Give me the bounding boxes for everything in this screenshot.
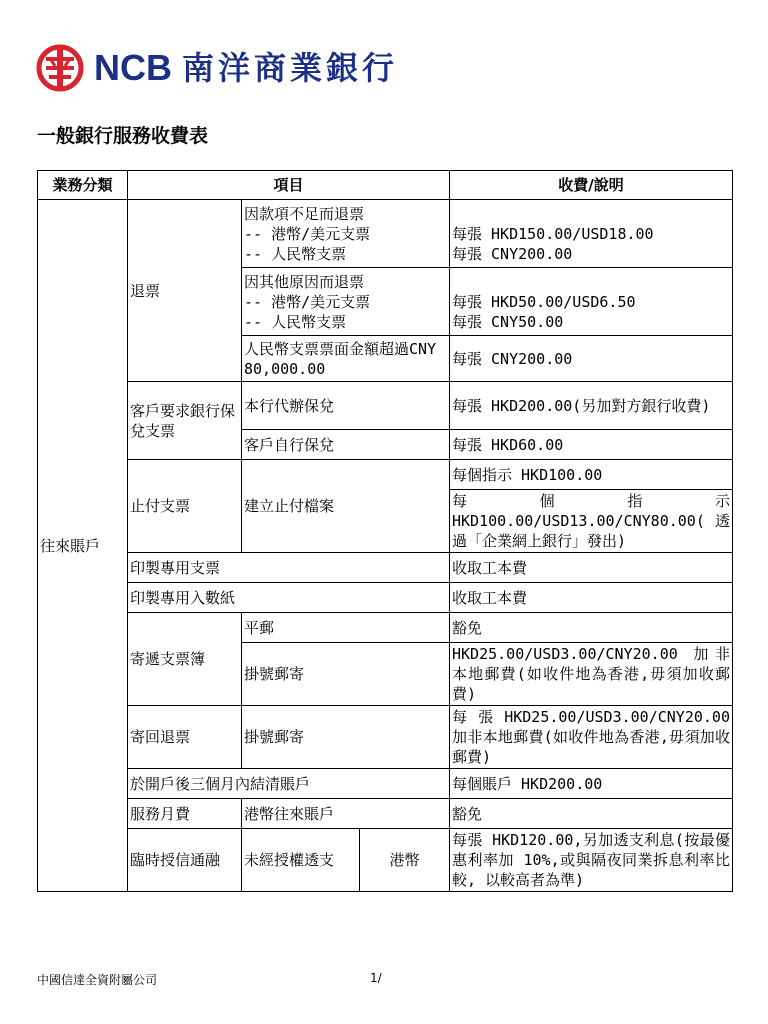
stop-item: 建立止付檔案: [242, 460, 450, 553]
overdraft-fee: 每張 HKD120.00,另加透支利息(按最優惠利率加 10%,或與隔夜同業拆息利率比較, 以較高者為準): [450, 829, 733, 892]
returned-label: 退票: [128, 200, 242, 382]
mail-book-a-fee: 豁免: [450, 613, 733, 643]
monthly-fee: 豁免: [450, 799, 733, 829]
print-slip-fee: 收取工本費: [450, 583, 733, 613]
fee-table: [37, 170, 733, 892]
brand-chinese: 南洋商業銀行: [182, 49, 399, 87]
print-cheque-label: 印製專用支票: [128, 553, 450, 583]
stop-a-fee: 每個指示 HKD100.00: [450, 460, 733, 490]
page-number: 1/: [370, 971, 382, 985]
table-row: [38, 382, 733, 430]
returned-b-fee: 每張 HKD50.00/USD6.50 每張 CNY50.00: [450, 268, 733, 336]
table-header-row: [38, 171, 733, 200]
returned-c-item: 人民幣支票票面金額超過CNY 80,000.00: [242, 336, 450, 382]
mail-return-fee: 每 張 HKD25.00/USD3.00/CNY20.00加非本地郵費(如收件地為香港,毋須加收郵費): [450, 706, 733, 769]
footer-company: 中國信達全資附屬公司: [37, 973, 158, 987]
mail-book-b-item: 掛號郵寄: [242, 643, 450, 706]
mail-return-item: 掛號郵寄: [242, 706, 450, 769]
guarantee-a-item: 本行代辦保兌: [242, 382, 450, 430]
print-cheque-fee: 收取工本費: [450, 553, 733, 583]
monthly-item: 港幣往來賬戶: [242, 799, 450, 829]
mail-book-b-fee: HKD25.00/USD3.00/CNY20.00 加非本地郵費(如收件地為香港,毋須加收郵費): [450, 643, 733, 706]
mail-return-label: 寄回退票: [128, 706, 242, 769]
overdraft-currency: 港幣: [360, 829, 450, 892]
stop-label: 止付支票: [128, 460, 242, 553]
returned-b-item: 因其他原因而退票 -- 港幣/美元支票 -- 人民幣支票: [242, 268, 450, 336]
overdraft-label: 臨時授信通融: [128, 829, 242, 892]
guarantee-b-item: 客戶自行保兌: [242, 430, 450, 460]
category-cell: 往來賬戶: [38, 200, 128, 892]
header-item: 項目: [128, 171, 450, 200]
guarantee-a-fee: 每張 HKD200.00(另加對方銀行收費): [450, 382, 733, 430]
close-fee: 每個賬戶 HKD200.00: [450, 769, 733, 799]
table-row: [38, 799, 733, 829]
table-row: [38, 200, 733, 268]
mail-book-label: 寄遞支票簿: [128, 613, 242, 706]
header-category: 業務分類: [38, 171, 128, 200]
stop-b-fee: 每 個 指 示 HKD100.00/USD13.00/CNY80.00(透過「企業網上銀行」發出): [450, 490, 733, 553]
table-row: [38, 769, 733, 799]
overdraft-item: 未經授權透支: [242, 829, 360, 892]
table-row: [38, 460, 733, 490]
ncb-logo-icon: [36, 44, 84, 92]
guarantee-b-fee: 每張 HKD60.00: [450, 430, 733, 460]
print-slip-label: 印製專用入數紙: [128, 583, 450, 613]
table-row: [38, 553, 733, 583]
guarantee-label: 客戶要求銀行保兌支票: [128, 382, 242, 460]
table-row: [38, 829, 733, 892]
monthly-label: 服務月費: [128, 799, 242, 829]
returned-c-fee: 每張 CNY200.00: [450, 336, 733, 382]
bank-logo: [36, 44, 398, 92]
mail-book-a-item: 平郵: [242, 613, 450, 643]
returned-a-item: 因款項不足而退票 -- 港幣/美元支票 -- 人民幣支票: [242, 200, 450, 268]
brand-latin: NCB: [94, 47, 172, 88]
returned-a-fee: 每張 HKD150.00/USD18.00 每張 CNY200.00: [450, 200, 733, 268]
close-label: 於開戶後三個月內結清賬戶: [128, 769, 450, 799]
table-row: [38, 613, 733, 643]
table-row: [38, 706, 733, 769]
page-title: 一般銀行服務收費表: [37, 125, 209, 147]
table-row: [38, 583, 733, 613]
header-fee: 收費/說明: [450, 171, 733, 200]
